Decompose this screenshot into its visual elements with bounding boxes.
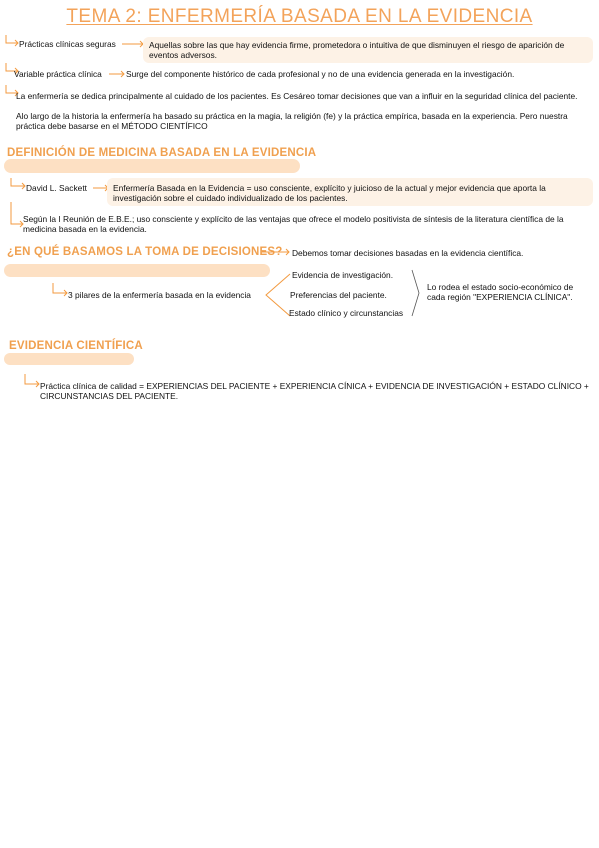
elbow-arrow-icon (9, 177, 27, 191)
meeting-definition-text: Según la I Reunión de E.B.E.; uso consciente y explícito de las ventajas que ofrece el modelo positivista de síntesis de la literatura científica de la medicina basada en la evidencia. (23, 214, 564, 234)
safe-practices-label: Prácticas clínicas seguras (19, 39, 116, 49)
section-heading-decisions: ¿EN QUÉ BASAMOS LA TOMA DE DECISIONES? (7, 246, 283, 258)
safe-practices-description: Aquellas sobre las que hay evidencia firme, prometedora o intuitiva de que disminuyen el riesgo de aparición de eventos adversos. (149, 40, 565, 60)
elbow-arrow-icon (51, 282, 69, 298)
variable-practice-label: Variable práctica clínica (14, 69, 102, 79)
pillar-item: Preferencias del paciente. (290, 290, 387, 300)
page-title: TEMA 2: ENFERMERÍA BASADA EN LA EVIDENCIA (66, 6, 533, 27)
nursing-care-paragraph: La enfermería se dedica principalmente al cuidado de los pacientes. Es Cesáreo tomar decisiones que van a influir en la seguridad clínica del paciente. (16, 91, 578, 101)
pillar-item: Estado clínico y circunstancias (289, 308, 404, 318)
arrow-right-icon (108, 70, 126, 78)
closing-brace-icon (410, 268, 422, 318)
quality-practice-formula: Práctica clínica de calidad = EXPERIENCIAS DEL PACIENTE + EXPERIENCIA CÍNICA + EVIDENCIA DE INVESTIGACIÓN + ESTADO CLÍNICO + CIRCUNSTANCIAS DEL PACIENTE. (40, 381, 589, 401)
variable-practice-description: Surge del componente histórico de cada profesional y no de una evidencia generada en la investigación. (126, 69, 515, 79)
elbow-arrow-icon (4, 34, 20, 48)
arrow-right-icon (261, 248, 291, 256)
heading-highlight (4, 159, 300, 173)
section-heading-scientific-evidence: EVIDENCIA CIENTÍFICA (9, 340, 143, 352)
definition-text: Enfermería Basada en la Evidencia = uso consciente, explícito y juicioso de la actual y mejor evidencia que aporta la investigación sobre el cuidado individualizado de los pacientes. (113, 183, 546, 203)
heading-highlight (4, 353, 134, 365)
decisions-answer: Debemos tomar decisiones basadas en la evidencia científica. (292, 248, 524, 258)
pillar-item: Evidencia de investigación. (292, 270, 394, 280)
author-name: David L. Sackett (26, 183, 87, 193)
heading-highlight (4, 264, 270, 277)
elbow-arrow-icon (23, 373, 41, 389)
pillars-label: 3 pilares de la enfermería basada en la evidencia (68, 290, 251, 300)
branch-brace-icon (262, 272, 292, 318)
history-paragraph: Alo largo de la historia la enfermería ha basado su práctica en la magia, la religión (fe) y la práctica empírica, basada en la experiencia. Pero nuestra práctica debe basarse en el MÉTODO CIENTÍFICO (16, 111, 568, 131)
pillars-note: Lo rodea el estado socio-económico de cada región "EXPERIENCIA CLÍNICA". (427, 282, 574, 302)
section-heading-definition: DEFINICIÓN DE MEDICINA BASADA EN LA EVIDENCIA (7, 147, 317, 159)
arrow-right-icon (121, 40, 145, 48)
